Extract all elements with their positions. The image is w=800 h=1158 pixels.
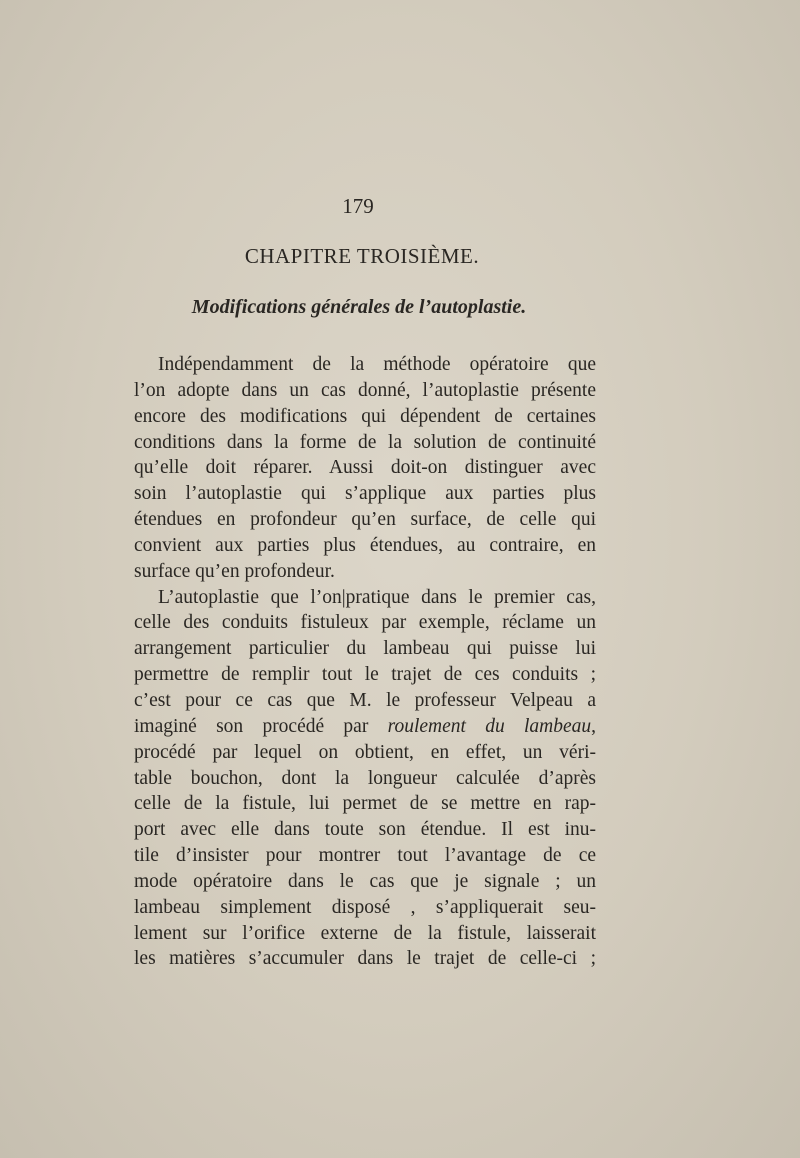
- text-line: qu’elle doit réparer. Aussi doit-on distinguer avec: [134, 457, 596, 479]
- text-line: port avec elle dans toute son étendue. Il est inu-: [134, 819, 596, 841]
- chapter-title: CHAPITRE TROISIÈME.: [244, 244, 480, 268]
- text-segment: imaginé son procédé par: [134, 715, 388, 737]
- page-number: 179: [342, 194, 374, 218]
- text-segment: ,: [591, 715, 597, 737]
- text-line: étendues en profondeur qu’en surface, de celle qui: [134, 509, 596, 531]
- text-line: celle des conduits fistuleux par exemple, réclame un: [134, 612, 596, 634]
- text-line: table bouchon, dont la longueur calculée d’après: [134, 767, 596, 789]
- text-line: procédé par lequel on obtient, en effet, un véri-: [134, 741, 596, 763]
- text-line: convient aux parties plus étendues, au contraire, en: [134, 534, 596, 556]
- text-line: celle de la fistule, lui permet de se mettre en rap-: [134, 793, 596, 815]
- section-title: Modifications générales de l’autoplastie.: [191, 296, 527, 318]
- text-line-mixed: [134, 714, 596, 740]
- text-line: conditions dans la forme de la solution de continuité: [134, 431, 596, 453]
- text-line: permettre de remplir tout le trajet de ces conduits ;: [134, 664, 596, 686]
- text-line: encore des modifications qui dépendent de certaines: [134, 405, 596, 427]
- text-line: l’on adopte dans un cas donné, l’autoplastie présente: [134, 379, 596, 401]
- text-line: tile d’insister pour montrer tout l’avantage de ce: [134, 845, 596, 867]
- text-line: L’autoplastie que l’on|pratique dans le premier cas,: [158, 586, 596, 608]
- text-line: mode opératoire dans le cas que je signale ; un: [134, 870, 596, 892]
- text-line: Indépendamment de la méthode opératoire que: [158, 354, 596, 375]
- body-text: [134, 352, 596, 972]
- text-line: lambeau simplement disposé , s’appliquerait seu-: [134, 896, 596, 918]
- text-line: surface qu’en profondeur.: [134, 560, 335, 582]
- italic-phrase: roulement du lambeau: [387, 715, 592, 737]
- text-line: arrangement particulier du lambeau qui puisse lui: [134, 638, 596, 660]
- text-line: c’est pour ce cas que M. le professeur Velpeau a: [134, 689, 596, 711]
- text-line: lement sur l’orifice externe de la fistule, laisserait: [134, 922, 596, 944]
- text-line: les matières s’accumuler dans le trajet de celle-ci ;: [134, 948, 596, 970]
- text-line: soin l’autoplastie qui s’applique aux parties plus: [134, 483, 596, 505]
